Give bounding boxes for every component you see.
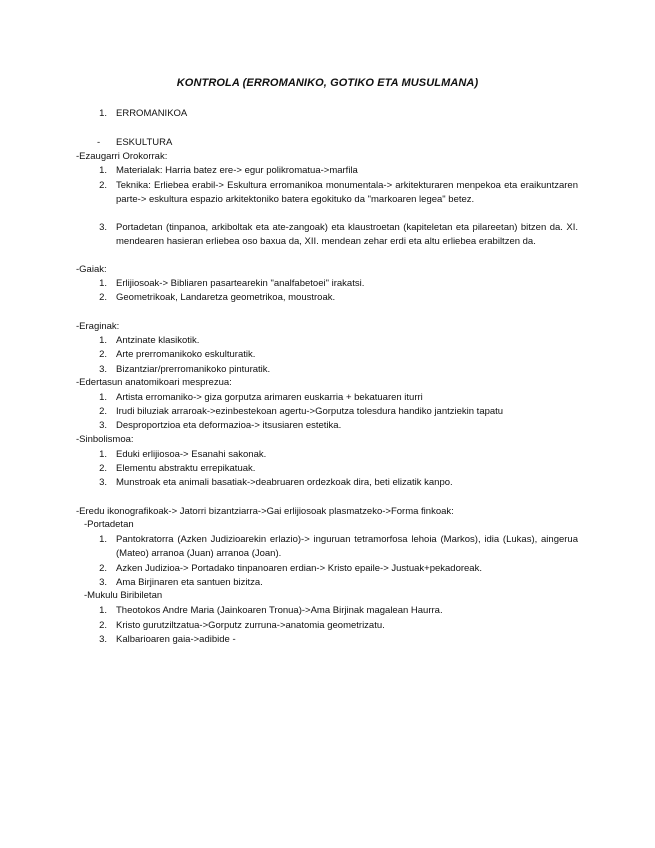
list-number: 3. xyxy=(99,477,107,488)
list-number: 3. xyxy=(99,364,107,375)
list-item: Irudi biluziak arraroak->ezinbestekoan agertu->Gorputza tolesdura handiko jantziekin tapatu xyxy=(116,406,504,417)
group-heading: -Gaiak: xyxy=(76,264,107,275)
list-item: Azken Judizioa-> Portadako tinpanoaren erdian-> Kristo epaile-> Justuak+pekadoreak. xyxy=(116,563,482,574)
list-number: 2. xyxy=(99,620,107,631)
list-number: 2. xyxy=(99,292,107,303)
list-number: 2. xyxy=(99,180,107,191)
group-heading: -Sinbolismoa: xyxy=(76,434,134,445)
list-number: 2. xyxy=(99,563,107,574)
list-item: Bizantziar/prerromanikoko pinturatik. xyxy=(116,364,271,375)
group-heading: -Eredu ikonografikoak-> Jatorri bizantziarra->Gai erlijiosoak plasmatzeko->Forma finkoak: xyxy=(76,506,454,517)
list-number: 1. xyxy=(99,278,107,289)
section-number: 1. xyxy=(99,108,107,119)
list-number: 1. xyxy=(99,392,107,403)
group-heading: -Edertasun anatomikoari mesprezua: xyxy=(76,377,232,388)
subgroup-heading: -Mukulu Biribiletan xyxy=(84,590,163,601)
subgroup-heading: -Portadetan xyxy=(84,519,134,530)
list-number: 3. xyxy=(99,420,107,431)
list-number: 2. xyxy=(99,349,107,360)
list-item: Desproportzioa eta deformazioa-> itsusiaren estetika. xyxy=(116,420,342,431)
document-title: KONTROLA (ERROMANIKO, GOTIKO ETA MUSULMANA) xyxy=(176,77,479,89)
list-item: Kristo gurutziltzatua->Gorputz zurruna->anatomia geometrizatu. xyxy=(116,620,385,631)
list-item: Eduki erlijiosoa-> Esanahi sakonak. xyxy=(116,449,267,460)
group-heading: -Eraginak: xyxy=(76,321,120,332)
list-item: Portadetan (tinpanoa, arkiboltak eta ate-zangoak) eta klaustroetan (kapiteletan eta pilareetan) bitzen da. XI. mendearen hasieran erliebea oso baxua da, XII. mendean zehar erdi eta altu erliebea erabiltzen da. xyxy=(116,222,578,247)
list-number: 1. xyxy=(99,605,107,616)
list-item: Antzinate klasikotik. xyxy=(116,335,200,346)
list-item: Ama Birjinaren eta santuen bizitza. xyxy=(116,577,263,588)
list-number: 3. xyxy=(99,222,107,233)
list-item: Elementu abstraktu errepikatuak. xyxy=(116,463,256,474)
list-item: Erlijiosoak-> Bibliaren pasartearekin "analfabetoei" irakatsi. xyxy=(116,278,365,289)
list-number: 2. xyxy=(99,406,107,417)
list-item: Artista erromaniko-> giza gorputza arimaren euskarria + bekatuaren iturri xyxy=(116,392,423,403)
list-item: Geometrikoak, Landaretza geometrikoa, moustroak. xyxy=(116,292,336,303)
group-heading: -Ezaugarri Orokorrak: xyxy=(76,151,168,162)
list-item: Teknika: Erliebea erabil-> Eskultura erromanikoa monumentala-> arkitekturaren menpekoa eta eraikuntzaren parte-> eskultura espazio arkitektoniko batera egokituko da "markoaren legea" betez. xyxy=(116,180,578,205)
list-number: 3. xyxy=(99,634,107,645)
list-item: Munstroak eta animali basatiak->deabruaren ordezkoak dira, beti elizatik kanpo. xyxy=(116,477,453,488)
list-item: Pantokratorra (Azken Judizioarekin erlazio)-> inguruan tetramorfosa lehoia (Markos), idia (Lukas), aingerua (Mateo) arranoa (Juan) arranoa (Joan). xyxy=(116,534,578,559)
list-number: 3. xyxy=(99,577,107,588)
section-heading: ERROMANIKOA xyxy=(116,108,188,119)
subsection-heading: ESKULTURA xyxy=(116,137,173,148)
list-number: 1. xyxy=(99,534,107,545)
list-item: Theotokos Andre Maria (Jainkoaren Tronua)->Ama Birjinak magalean Haurra. xyxy=(116,605,443,616)
list-item: Arte prerromanikoko eskulturatik. xyxy=(116,349,256,360)
list-number: 2. xyxy=(99,463,107,474)
list-number: 1. xyxy=(99,449,107,460)
list-number: 1. xyxy=(99,335,107,346)
list-item: Materialak: Harria batez ere-> egur polikromatua->marfila xyxy=(116,165,358,176)
list-number: 1. xyxy=(99,165,107,176)
subsection-bullet: - xyxy=(97,137,101,148)
list-item: Kalbarioaren gaia->adibide - xyxy=(116,634,236,645)
